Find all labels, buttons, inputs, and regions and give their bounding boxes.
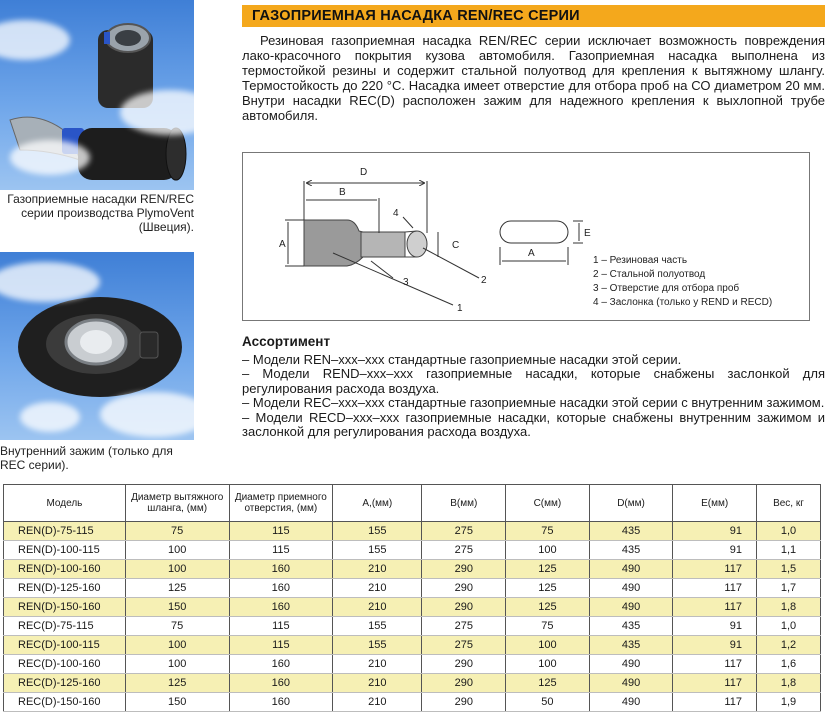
- cell-a: 210: [333, 693, 422, 712]
- cell-b: 290: [422, 579, 506, 598]
- table-header-row: [4, 485, 821, 522]
- col-header-b: В(мм): [422, 485, 506, 522]
- cell-c: 100: [506, 655, 590, 674]
- cell-weight: 1,0: [756, 617, 820, 636]
- callout-1: 1: [457, 303, 463, 314]
- legend-item-2: 2 – Стальной полуотвод: [593, 269, 706, 280]
- cell-c: 100: [506, 636, 590, 655]
- cell-e: 91: [673, 617, 757, 636]
- assortment-heading: Ассортимент: [242, 334, 331, 349]
- cell-model: REN(D)-75-115: [4, 522, 126, 541]
- cell-e: 117: [673, 560, 757, 579]
- cell-a: 210: [333, 598, 422, 617]
- col-header-inlet-diameter: Диаметр приемного отверстия, (мм): [229, 485, 333, 522]
- cell-c: 100: [506, 541, 590, 560]
- cell-inlet-diameter: 160: [229, 674, 333, 693]
- cell-c: 125: [506, 598, 590, 617]
- cell-model: REC(D)-100-160: [4, 655, 126, 674]
- cell-weight: 1,2: [756, 636, 820, 655]
- intro-paragraph: Резиновая газоприемная насадка REN/REC серии исключает возможность повреждения лако-красочного покрытия кузова автомобиля. Газоприемная насадка выполнена из термостойкой резины и содержит стальной полуотвод для крепления к вытяжному шлангу. Термостойкость до 220 °С. Насадка имеет отверстие для отбора проб на СО диаметром 20 мм. Внутри насадки REC(D) расположен зажим для надежного крепления к выхлопной трубе автомобиля.: [242, 33, 825, 123]
- cell-b: 290: [422, 598, 506, 617]
- cell-hose-diameter: 125: [125, 674, 229, 693]
- cell-d: 435: [589, 617, 673, 636]
- product-photo-clamp: [0, 252, 194, 440]
- table-row: [4, 636, 821, 655]
- cell-weight: 1,8: [756, 598, 820, 617]
- dim-label-a: A: [279, 239, 286, 250]
- cell-inlet-diameter: 160: [229, 693, 333, 712]
- cell-hose-diameter: 100: [125, 655, 229, 674]
- cell-d: 490: [589, 579, 673, 598]
- cell-model: REN(D)-100-115: [4, 541, 126, 560]
- cell-a: 155: [333, 636, 422, 655]
- cell-c: 125: [506, 579, 590, 598]
- cell-weight: 1,9: [756, 693, 820, 712]
- dim-label-d: D: [360, 167, 368, 178]
- cell-c: 125: [506, 674, 590, 693]
- cell-d: 490: [589, 693, 673, 712]
- cell-inlet-diameter: 115: [229, 636, 333, 655]
- cell-model: REN(D)-125-160: [4, 579, 126, 598]
- cell-model: REC(D)-100-115: [4, 636, 126, 655]
- col-header-e: Е(мм): [673, 485, 757, 522]
- cell-d: 490: [589, 655, 673, 674]
- cell-c: 75: [506, 617, 590, 636]
- cell-a: 155: [333, 617, 422, 636]
- cell-a: 155: [333, 541, 422, 560]
- cell-e: 117: [673, 674, 757, 693]
- table-row: [4, 655, 821, 674]
- col-header-weight: Вес, кг: [756, 485, 820, 522]
- cell-b: 290: [422, 693, 506, 712]
- cell-inlet-diameter: 115: [229, 522, 333, 541]
- cell-model: REC(D)-150-160: [4, 693, 126, 712]
- col-header-model: Модель: [4, 485, 126, 522]
- cell-inlet-diameter: 160: [229, 560, 333, 579]
- cell-hose-diameter: 75: [125, 617, 229, 636]
- cell-d: 435: [589, 636, 673, 655]
- cell-e: 117: [673, 579, 757, 598]
- col-header-d: D(мм): [589, 485, 673, 522]
- cell-d: 435: [589, 541, 673, 560]
- cell-weight: 1,8: [756, 674, 820, 693]
- cell-inlet-diameter: 115: [229, 617, 333, 636]
- cell-inlet-diameter: 160: [229, 655, 333, 674]
- cell-a: 155: [333, 522, 422, 541]
- cell-e: 91: [673, 636, 757, 655]
- dim-label-e: E: [584, 228, 591, 239]
- cell-hose-diameter: 125: [125, 579, 229, 598]
- callout-4: 4: [393, 208, 399, 219]
- cell-a: 210: [333, 579, 422, 598]
- callout-2: 2: [481, 275, 487, 286]
- cell-e: 91: [673, 541, 757, 560]
- cell-hose-diameter: 100: [125, 636, 229, 655]
- cell-model: REN(D)-100-160: [4, 560, 126, 579]
- legend-item-4: 4 – Заслонка (только у REND и RECD): [593, 297, 773, 308]
- cell-model: REN(D)-150-160: [4, 598, 126, 617]
- cell-inlet-diameter: 115: [229, 541, 333, 560]
- table-row: [4, 598, 821, 617]
- cell-a: 210: [333, 674, 422, 693]
- cell-b: 290: [422, 560, 506, 579]
- table-row: [4, 693, 821, 712]
- cell-inlet-diameter: 160: [229, 598, 333, 617]
- cell-b: 290: [422, 674, 506, 693]
- cell-b: 275: [422, 522, 506, 541]
- legend-item-1: 1 – Резиновая часть: [593, 255, 688, 266]
- table-row: [4, 541, 821, 560]
- photo-caption-clamp: Внутренний зажим (только для REC серии).: [0, 444, 173, 472]
- cell-c: 125: [506, 560, 590, 579]
- col-header-c: С(мм): [506, 485, 590, 522]
- assortment-list: [242, 353, 825, 439]
- cell-weight: 1,6: [756, 655, 820, 674]
- cell-weight: 1,7: [756, 579, 820, 598]
- assortment-item: – Модели REN–xxx–xxx стандартные газоприемные насадки этой серии.: [242, 352, 682, 367]
- cell-d: 435: [589, 522, 673, 541]
- cell-weight: 1,0: [756, 522, 820, 541]
- col-header-hose-diameter: Диаметр вытяжного шланга, (мм): [125, 485, 229, 522]
- cell-hose-diameter: 75: [125, 522, 229, 541]
- assortment-item: – Модели REND–xxx–xxx газоприемные насадки, которые снабжены заслонкой для регулирования расхода воздуха.: [242, 366, 825, 396]
- cell-d: 490: [589, 674, 673, 693]
- cell-e: 117: [673, 598, 757, 617]
- legend-item-3: 3 – Отверстие для отбора проб: [593, 283, 740, 294]
- photo-caption-nozzles: Газоприемные насадки REN/REC серии производства PlymoVent (Швеция).: [7, 192, 194, 234]
- cell-hose-diameter: 150: [125, 693, 229, 712]
- cell-b: 275: [422, 541, 506, 560]
- dim-label-c: C: [452, 240, 460, 251]
- table-row: [4, 560, 821, 579]
- cell-inlet-diameter: 160: [229, 579, 333, 598]
- cell-hose-diameter: 100: [125, 541, 229, 560]
- product-photo-nozzles: [0, 0, 194, 190]
- table-row: [4, 617, 821, 636]
- cell-model: REC(D)-125-160: [4, 674, 126, 693]
- diagram-drawing: [243, 153, 809, 320]
- assortment-item: – Модели RECD–xxx–xxx газоприемные насадки, которые снабжены внутренним зажимом и заслонкой для регулирования расхода воздуха.: [242, 409, 825, 440]
- cell-c: 75: [506, 522, 590, 541]
- table-row: [4, 522, 821, 541]
- col-header-a: А,(мм): [333, 485, 422, 522]
- cell-e: 117: [673, 655, 757, 674]
- cell-b: 290: [422, 655, 506, 674]
- cell-weight: 1,5: [756, 560, 820, 579]
- cell-c: 50: [506, 693, 590, 712]
- page-title: ГАЗОПРИЕМНАЯ НАСАДКА REN/REC СЕРИИ: [242, 5, 825, 27]
- dimension-diagram: [242, 152, 810, 321]
- table-row: [4, 579, 821, 598]
- cell-a: 210: [333, 655, 422, 674]
- cell-hose-diameter: 100: [125, 560, 229, 579]
- cell-weight: 1,1: [756, 541, 820, 560]
- cell-b: 275: [422, 617, 506, 636]
- specs-table: [3, 484, 821, 712]
- cell-e: 91: [673, 522, 757, 541]
- assortment-item: – Модели REC–xxx–xxx стандартные газоприемные насадки этой серии с внутренним зажимом.: [242, 395, 825, 411]
- cell-d: 490: [589, 560, 673, 579]
- cell-a: 210: [333, 560, 422, 579]
- table-row: [4, 674, 821, 693]
- cell-b: 275: [422, 636, 506, 655]
- cell-model: REC(D)-75-115: [4, 617, 126, 636]
- dim-label-a-slot: A: [528, 248, 535, 259]
- callout-3: 3: [403, 277, 409, 288]
- cell-hose-diameter: 150: [125, 598, 229, 617]
- cell-e: 117: [673, 693, 757, 712]
- cell-d: 490: [589, 598, 673, 617]
- dim-label-b: B: [339, 187, 346, 198]
